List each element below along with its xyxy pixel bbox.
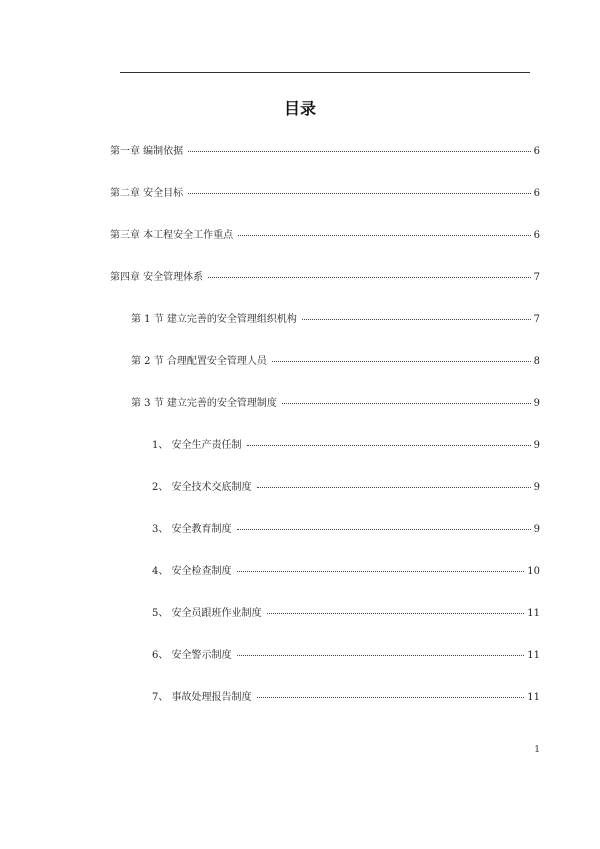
toc-dot-leader (208, 277, 530, 278)
toc-page-number: 11 (527, 692, 540, 703)
toc-dot-leader (257, 487, 531, 488)
toc-dot-leader (188, 151, 530, 152)
toc-dot-leader (237, 655, 525, 656)
toc-entry-item-6[interactable] (152, 649, 540, 663)
toc-page-number: 6 (533, 146, 540, 157)
toc-entry-item-1[interactable] (152, 439, 540, 453)
toc-entry-label: 第 2 节 合理配置安全管理人员 (131, 356, 267, 367)
toc-entry-chapter-1[interactable] (110, 145, 540, 159)
toc-dot-leader (237, 529, 531, 530)
toc-entry-item-7[interactable] (152, 691, 540, 705)
toc-entry-section-3[interactable] (131, 397, 540, 411)
toc-entry-item-2[interactable] (152, 481, 540, 495)
toc-entry-section-1[interactable] (131, 313, 540, 327)
toc-entry-label: 第 3 节 建立完善的安全管理制度 (131, 398, 277, 409)
toc-entry-label: 第二章 安全目标 (110, 188, 184, 199)
toc-entry-label: 第一章 编制依据 (110, 146, 184, 157)
toc-entry-section-2[interactable] (131, 355, 540, 369)
toc-entry-label: 第三章 本工程安全工作重点 (110, 230, 234, 241)
toc-page-number: 9 (533, 398, 540, 409)
toc-page-number: 6 (533, 188, 540, 199)
toc-entry-item-5[interactable] (152, 607, 540, 621)
toc-page-number: 11 (527, 608, 540, 619)
document-title: 目录 (283, 99, 316, 118)
toc-dot-leader (238, 235, 530, 236)
page-number: 1 (534, 745, 540, 755)
toc-page-number: 9 (533, 440, 540, 451)
toc-entry-label: 第 1 节 建立完善的安全管理组织机构 (131, 314, 297, 325)
toc-page-number: 7 (533, 272, 540, 283)
toc-dot-leader (247, 445, 531, 446)
toc-page-number: 9 (533, 524, 540, 535)
toc-entry-label: 2、 安全技术交底制度 (152, 482, 252, 493)
toc-dot-leader (237, 571, 525, 572)
toc-page-number: 9 (533, 482, 540, 493)
toc-dot-leader (272, 361, 531, 362)
toc-entry-label: 6、 安全警示制度 (152, 650, 232, 661)
toc-entry-label: 4、 安全检查制度 (152, 566, 232, 577)
toc-dot-leader (257, 697, 525, 698)
toc-entry-chapter-2[interactable] (110, 187, 540, 201)
toc-dot-leader (302, 319, 531, 320)
toc-entry-label: 3、 安全教育制度 (152, 524, 232, 535)
toc-entry-chapter-3[interactable] (110, 229, 540, 243)
toc-page-number: 7 (533, 314, 540, 325)
toc-dot-leader (267, 613, 525, 614)
toc-page-number: 6 (533, 230, 540, 241)
toc-page-number: 11 (527, 650, 540, 661)
toc-dot-leader (188, 193, 530, 194)
toc-entry-label: 第四章 安全管理体系 (110, 272, 204, 283)
toc-entry-label: 1、 安全生产责任制 (152, 440, 242, 451)
toc-entry-item-4[interactable] (152, 565, 540, 579)
toc-dot-leader (282, 403, 531, 404)
toc-entry-item-3[interactable] (152, 523, 540, 537)
header-rule (120, 72, 530, 73)
toc-entry-chapter-4[interactable] (110, 271, 540, 285)
toc-entry-label: 5、 安全员跟班作业制度 (152, 608, 262, 619)
toc-page-number: 8 (533, 356, 540, 367)
toc-entry-label: 7、 事故处理报告制度 (152, 692, 252, 703)
toc-page-number: 10 (527, 566, 540, 577)
